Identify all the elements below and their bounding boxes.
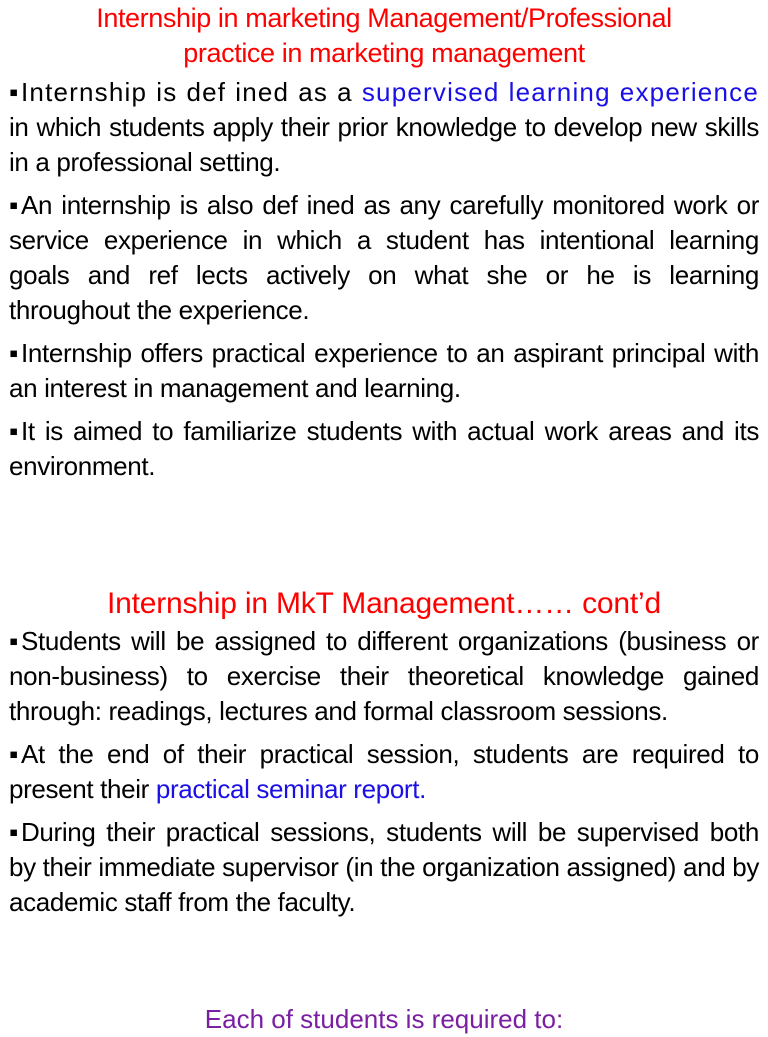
bullet-marker: ▪ <box>9 817 18 847</box>
bullet-item <box>9 75 759 180</box>
footer-heading: Each of students is required to: <box>204 1004 564 1034</box>
slide-title: Internship in MkT Management…… cont’d <box>107 587 661 620</box>
bullet-item <box>9 414 759 484</box>
bullet-marker: ▪ <box>9 416 18 446</box>
bullet-marker: ▪ <box>9 626 18 656</box>
bullet-text: in which students apply their prior knowledge to develop new skills in a professional setting. <box>9 112 759 177</box>
bullet-marker: ▪ <box>9 739 18 769</box>
bullet-item <box>9 624 759 729</box>
bullet-item <box>9 188 759 328</box>
highlight-text: supervised learning experience <box>361 77 759 107</box>
bullet-text: Students will be assigned to different organizations (business or non-business) to exercise their theoretical knowledge gained through: readings, lectures and formal classroom sessions. <box>9 626 759 726</box>
bullet-list <box>0 624 768 920</box>
title-line-1: Internship in marketing Management/Professional <box>96 3 672 33</box>
bullet-text: It is aimed to familiarize students with actual work areas and its environment. <box>9 416 759 481</box>
slide-internship-definition <box>0 0 768 492</box>
bullet-text: Internship is def ined as a <box>21 77 362 107</box>
highlight-text: practical seminar report. <box>155 774 426 804</box>
bullet-item <box>9 815 759 920</box>
bullet-text: During their practical sessions, students will be supervised both by their immediate supervisor (in the organization assigned) and by academic staff from the faculty. <box>9 817 759 917</box>
bullet-marker: ▪ <box>9 190 18 220</box>
bullet-item <box>9 737 759 807</box>
bullet-text: An internship is also def ined as any carefully monitored work or service experience in which a student has intentional learning goals and ref lects actively on what she or he is learning throughout the experience. <box>9 190 759 325</box>
bullet-list <box>0 75 768 484</box>
bullet-text: At the end of their practical session, students are required to present their <box>9 739 759 804</box>
bullet-text: Internship offers practical experience to an aspirant principal with an interest in management and learning. <box>9 338 759 403</box>
bullet-marker: ▪ <box>9 77 18 107</box>
bullet-marker: ▪ <box>9 338 18 368</box>
title-line-2: practice in marketing management <box>183 38 585 68</box>
slide-title <box>0 0 768 71</box>
slide-internship-continued <box>0 580 768 928</box>
bullet-item <box>9 336 759 406</box>
